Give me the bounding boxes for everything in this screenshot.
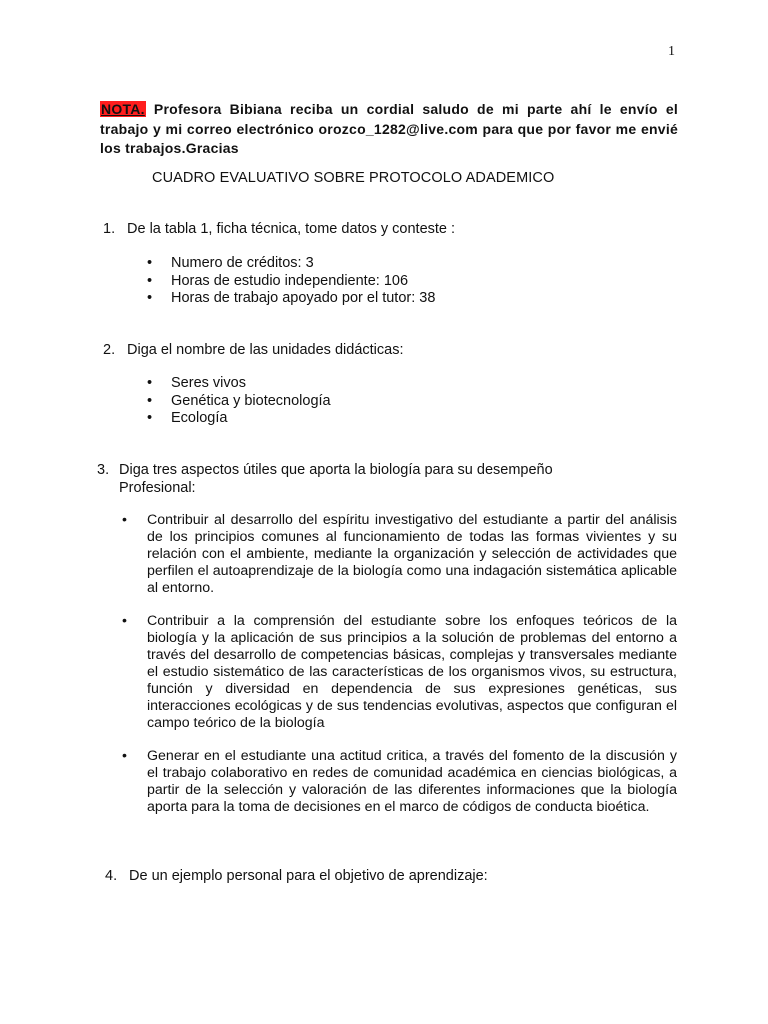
- question-2-number: 2.: [103, 342, 116, 358]
- question-4-text: De un ejemplo personal para el objetivo de aprendizaje:: [129, 868, 488, 884]
- question-2-answer-list: [147, 375, 331, 428]
- list-item: • Seres vivos: [147, 375, 331, 393]
- question-3-text-line2: Profesional:: [119, 480, 196, 496]
- question-3-answer-list: [122, 512, 677, 832]
- list-item: • Horas de trabajo apoyado por el tutor: 38: [147, 290, 435, 308]
- page-number: 1: [668, 44, 675, 59]
- question-1-answer-list: [147, 255, 435, 308]
- document-title: CUADRO EVALUATIVO SOBRE PROTOCOLO ADADEMICO: [152, 170, 555, 186]
- list-item: • Genética y biotecnología: [147, 393, 331, 411]
- list-item: • Ecología: [147, 410, 331, 428]
- note-text: Profesora Bibiana reciba un cordial saludo de mi parte ahí le envío el trabajo y mi correo electrónico orozco_1282@live.com para que por favor me envié los trabajos.Gracias: [100, 101, 678, 156]
- note-paragraph: [100, 100, 678, 159]
- question-3-text: Diga tres aspectos útiles que aporta la biología para su desempeño: [119, 462, 553, 478]
- list-item: • Horas de estudio independiente: 106: [147, 273, 435, 291]
- question-1: [103, 220, 455, 238]
- list-item: • Numero de créditos: 3: [147, 255, 435, 273]
- question-3-number: 3.: [97, 462, 110, 478]
- note-label: NOTA.: [101, 101, 145, 117]
- question-3: [97, 461, 553, 497]
- question-2-text: Diga el nombre de las unidades didácticas:: [127, 342, 404, 358]
- question-1-text: De la tabla 1, ficha técnica, tome datos y conteste :: [127, 221, 456, 237]
- list-item: • Generar en el estudiante una actitud critica, a través del fomento de la discusión y el trabajo colaborativo en redes de comunidad académica en ciencias biológicas, a partir de la selección y valoración de las diferentes informaciones que la biología aporta para la toma de decisiones en el marco de códigos de conducta bioética.: [122, 748, 677, 816]
- question-4: [105, 867, 488, 885]
- question-2: [103, 341, 403, 359]
- question-1-number: 1.: [103, 221, 116, 237]
- question-4-number: 4.: [105, 868, 118, 884]
- list-item: • Contribuir a la comprensión del estudiante sobre los enfoques teóricos de la biología y la aplicación de sus principios a la solución de problemas del entorno a través del desarrollo de competencias básicas, complejas y transversales mediante el estudio sistemático de las características de los organismos vivos, su estructura, función y diversidad en dependencia de sus expresiones genéticas, sus interacciones ecológicas y de sus tendencias evolutivas, aspectos que configuran el campo teórico de la biología: [122, 613, 677, 732]
- list-item: • Contribuir al desarrollo del espíritu investigativo del estudiante a partir del análisis de los principios comunes al funcionamiento de todas las formas vivientes y su relación con el ambiente, mediante la organización y selección de actividades que perfilen el autoaprendizaje de la biología como una indagación sistemática aplicable al entorno.: [122, 512, 677, 597]
